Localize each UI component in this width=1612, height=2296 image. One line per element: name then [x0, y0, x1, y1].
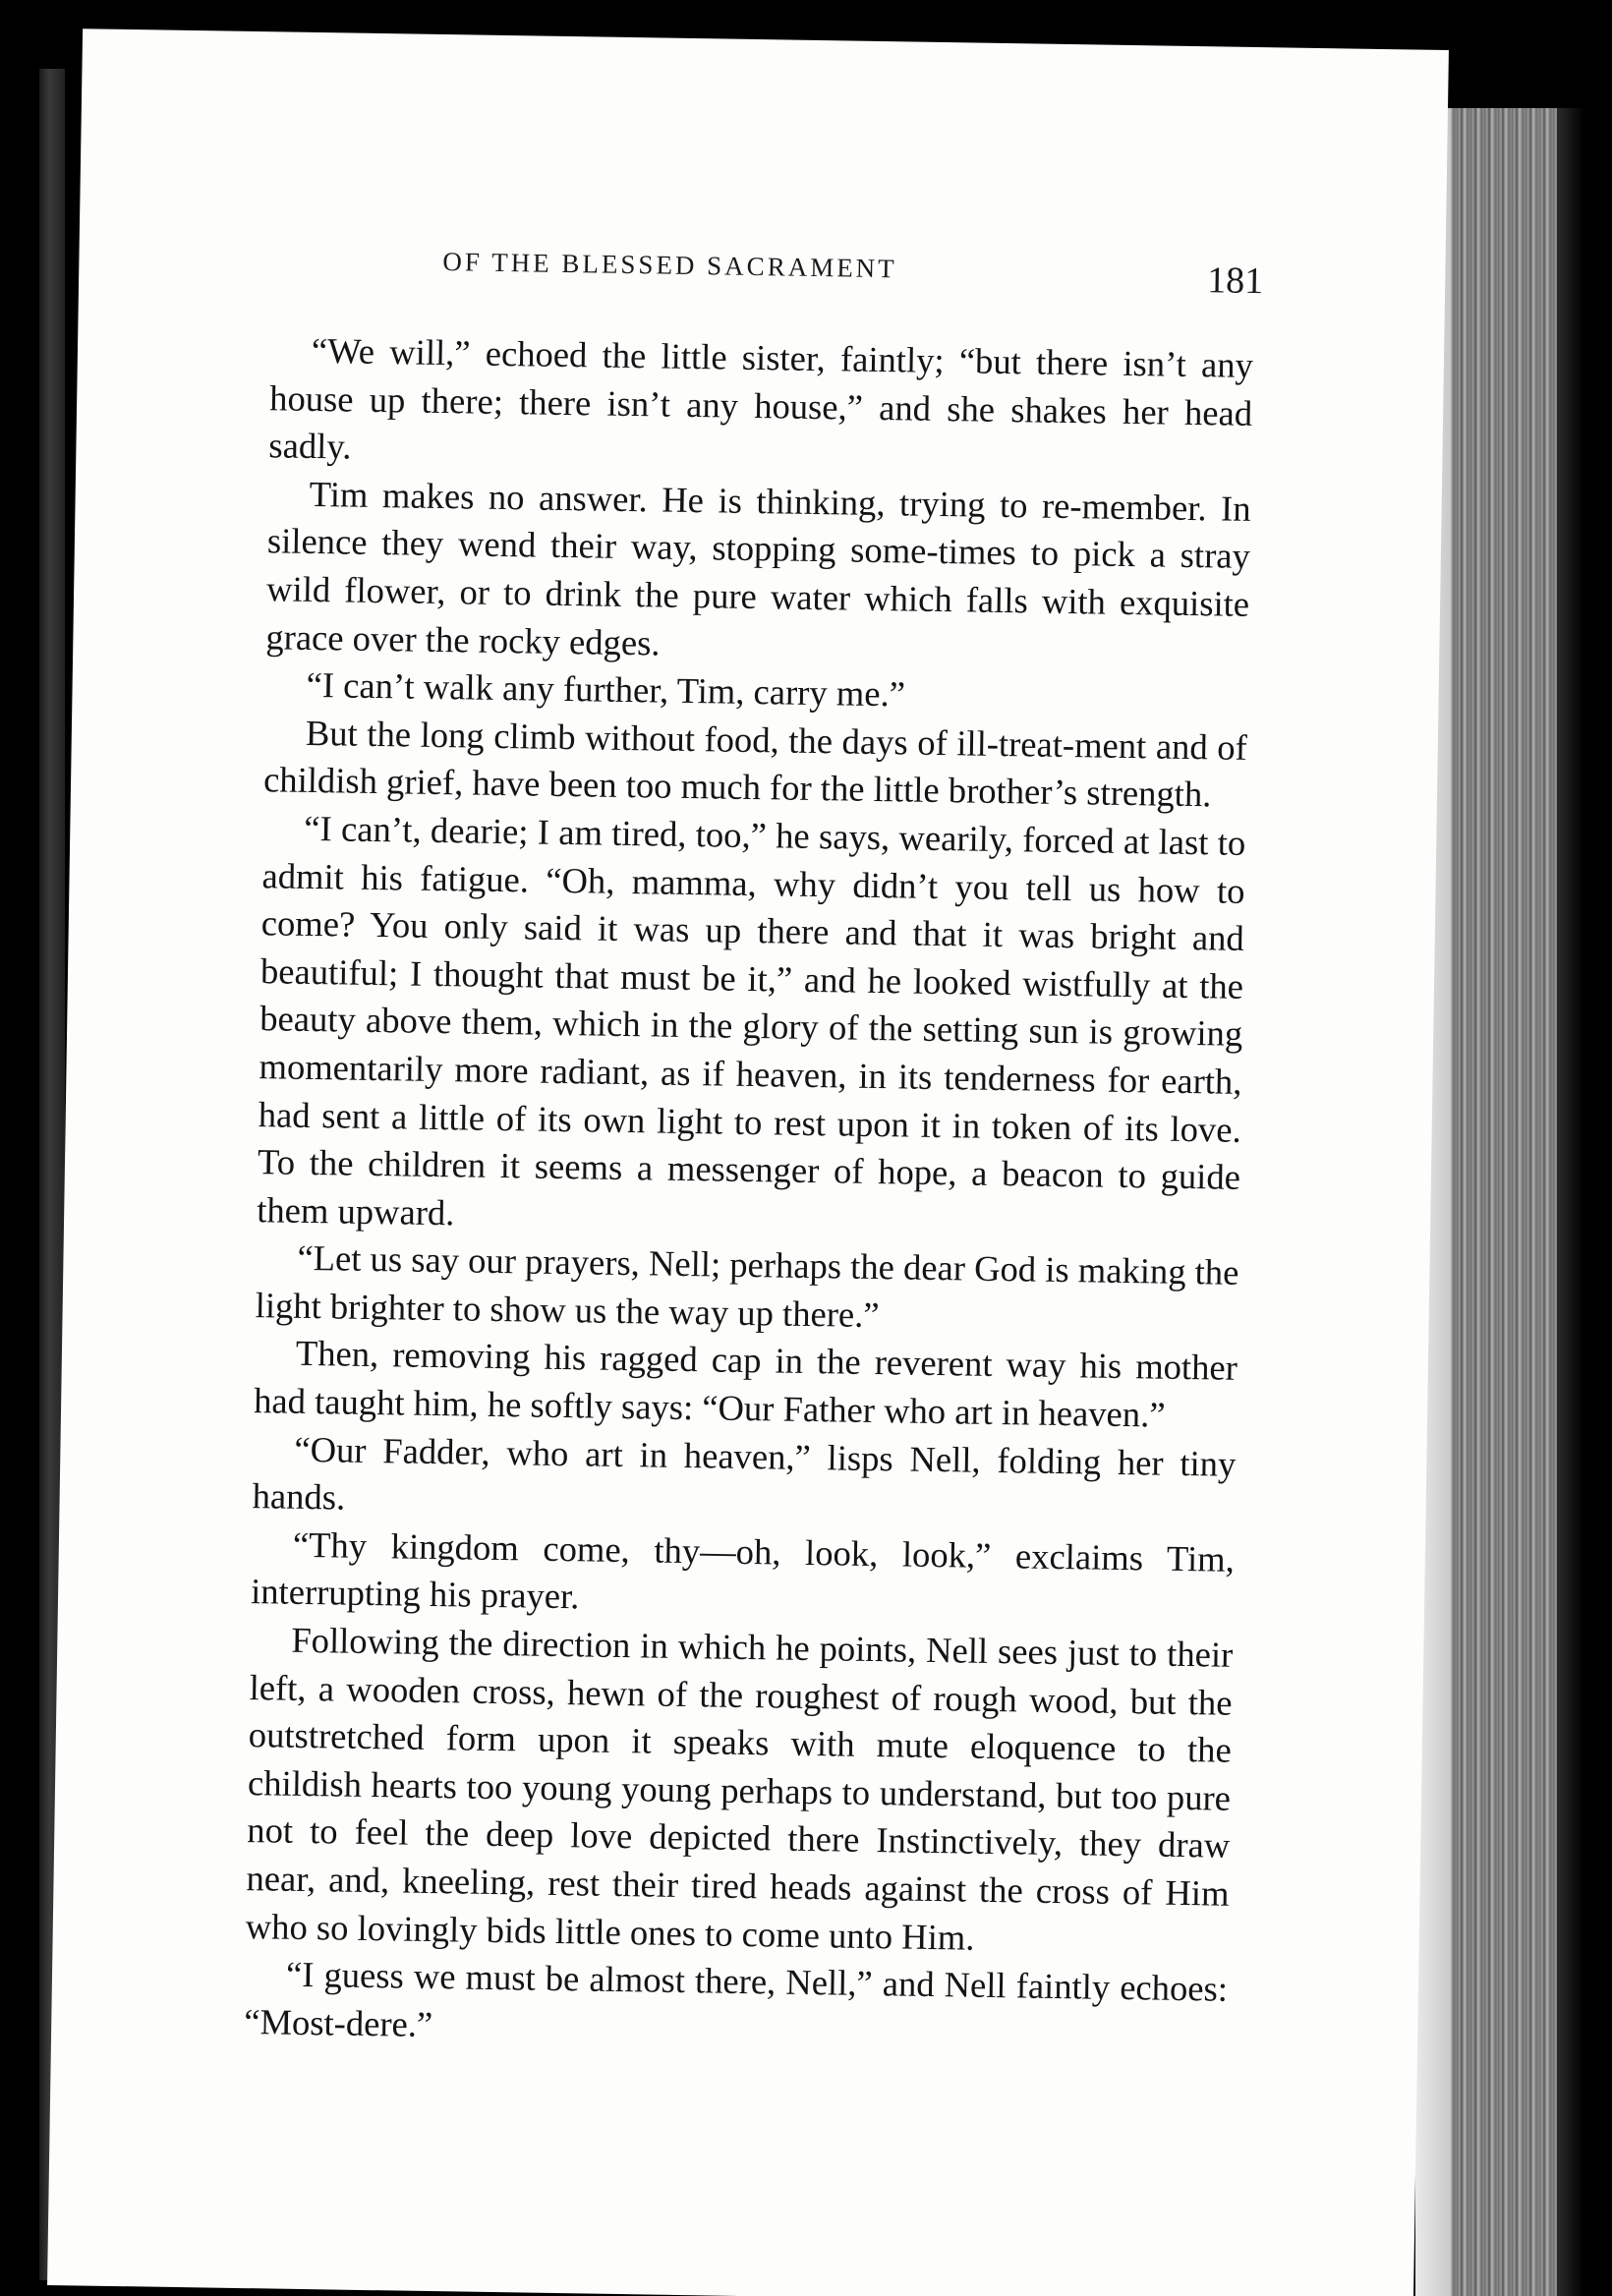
page-number: 181 — [1206, 259, 1264, 303]
paragraph: “I guess we must be almost there, Nell,” and Nell faintly echoes: “Most-dere.” — [243, 1953, 1229, 2044]
paragraph: “Thy kingdom come, thy—oh, look, look,” exclaims Tim, interrupting his prayer. — [250, 1523, 1236, 1617]
running-title: OF THE BLESSED SACRAMENT — [442, 247, 897, 284]
paragraph: Following the direction in which he points, Nell sees just to their left, a wooden cross, hewn of the roughest of rough wood, but the outstretched form upon it speaks with mute eloquence to the childish hearts too young young perhaps to understand, but too pure not to feel the deep love depicted there Instinctively, they draw near, and, kneeling, rest their tired heads against the cross of Him who so lovingly bids little ones to come unto Him. — [245, 1619, 1234, 1958]
paragraph: “I can’t, dearie; I am tired, too,” he says, wearily, forced at last to admit his fatigue. “Oh, mamma, why didn’t you tell us how to come? You only said it was up there and that it was bright and beautiful; I thought that must be it,” and he looked wistfully at the beauty above them, which in the glory of the setting sun is growing momentarily more radiant, as if heaven, in its tenderness for earth, had sent a little of its own light to rest upon it in token of its love. To the children it seems a messenger of hope, a beacon to guide them upward. — [256, 807, 1246, 1234]
paragraph: Then, removing his ragged cap in the reverent way his mother had taught him, he softly says: “Our Father who art in heaven.” — [253, 1333, 1238, 1435]
book-page — [47, 29, 1449, 2296]
body-text — [244, 326, 1253, 2061]
paragraph: “Let us say our prayers, Nell; perhaps the dear God is making the light brighter to show us the way up there.” — [255, 1237, 1239, 1335]
paragraph: “I can’t walk any further, Tim, carry me.” — [306, 664, 906, 715]
paragraph: But the long climb without food, the days of ill-treat-ment and of childish grief, have been too much for the little brother’s strength. — [262, 712, 1248, 815]
paragraph: “Our Fadder, who art in heaven,” lisps Nell, folding her tiny hands. — [252, 1428, 1237, 1518]
paragraph: “We will,” echoed the little sister, faintly; “but there isn’t any house up there; there isn’t any house,” and she shakes her head sadly. — [268, 329, 1254, 467]
page-header — [442, 247, 1377, 320]
paragraph: Tim makes no answer. He is thinking, trying to re-member. In silence they wend their way, stopping some-times to pick a stray wild flower, or to drink the pure water which falls with exquisite grace over the rocky edges. — [265, 473, 1251, 663]
